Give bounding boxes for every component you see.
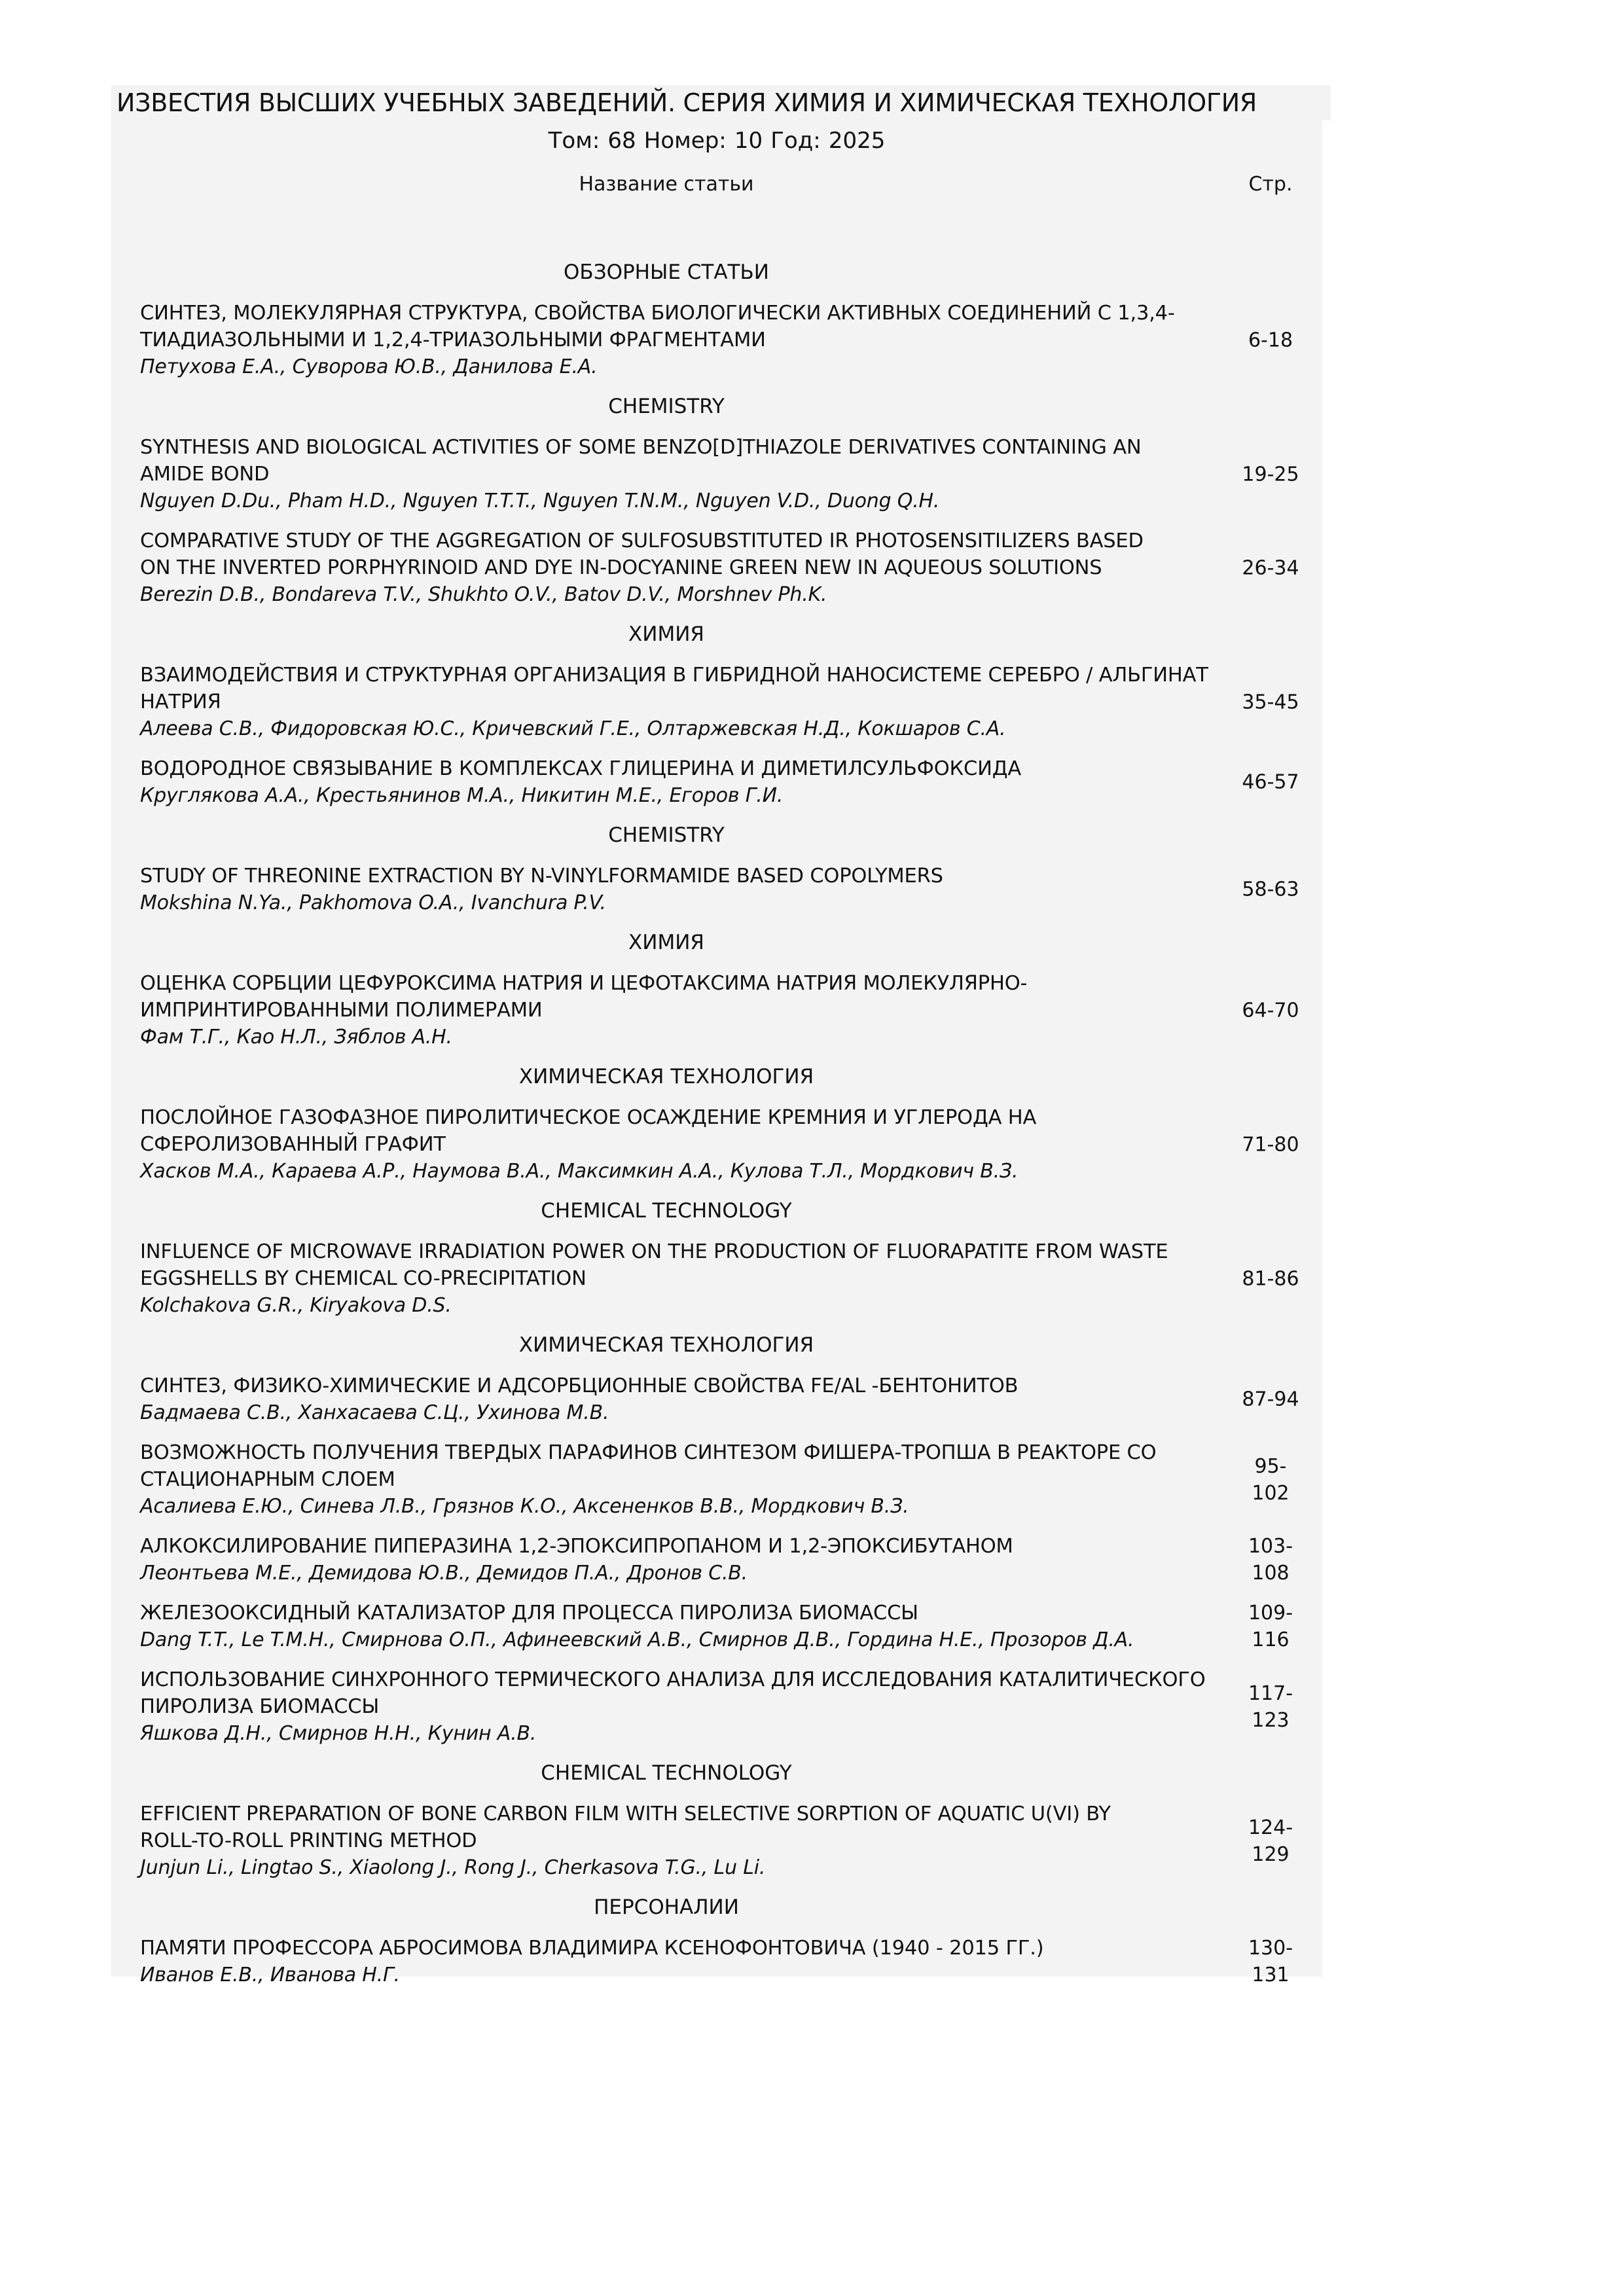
article-title-line[interactable]: ВОДОРОДНОЕ СВЯЗЫВАНИЕ В КОМПЛЕКСАХ ГЛИЦЕРИНА И ДИМЕТИЛСУЛЬФОКСИДА: [140, 757, 1022, 780]
article-pages: [1221, 876, 1320, 903]
article-pages: [1221, 1814, 1320, 1868]
article-authors: Хасков М.А., Караева А.Р., Наумова В.А., Максимкин А.А., Кулова Т.Л., Мордкович В.З.: [140, 1160, 1019, 1183]
article-pages: [1221, 1453, 1320, 1507]
page-range-line: 102: [1252, 1481, 1290, 1505]
article-authors: Berezin D.B., Bondareva T.V., Shukhto O.V., Batov D.V., Morshnev Ph.K.: [140, 583, 827, 606]
article-authors: Асалиева Е.Ю., Синева Л.В., Грязнов К.О., Аксененков В.В., Мордкович В.З.: [140, 1495, 909, 1518]
article-pages: [1221, 1680, 1320, 1734]
article-title-line[interactable]: SYNTHESIS AND BIOLOGICAL ACTIVITIES OF SOME BENZO[D]THIAZOLE DERIVATIVES CONTAINING AN: [140, 436, 1142, 459]
article-title-line[interactable]: INFLUENCE OF MICROWAVE IRRADIATION POWER ON THE PRODUCTION OF FLUORAPATITE FROM WASTE: [140, 1240, 1168, 1263]
section-heading: ОБЗОРНЫЕ СТАТЬИ: [564, 260, 769, 284]
number-label: Номер:: [643, 128, 727, 154]
entry-text: [140, 1238, 1253, 1319]
article-title-line[interactable]: AMIDE BOND: [140, 463, 270, 486]
entry-text: [140, 434, 1253, 514]
article-pages: [1221, 1600, 1320, 1653]
page-range-line: 6-18: [1248, 329, 1293, 351]
article-title-line[interactable]: ПАМЯТИ ПРОФЕССОРА АБРОСИМОВА ВЛАДИМИРА КСЕНОФОНТОВИЧА (1940 - 2015 ГГ.): [140, 1937, 1044, 1960]
page-range-line: 95-: [1254, 1454, 1287, 1478]
entry-text: [140, 755, 1253, 809]
article-authors: Петухова Е.А., Суворова Ю.В., Данилова Е.А.: [140, 355, 598, 378]
toc-entry[interactable]: [111, 1439, 1322, 1520]
page-range-line: 26-34: [1242, 556, 1299, 579]
section-heading: CHEMICAL TECHNOLOGY: [541, 1199, 792, 1223]
article-title-line[interactable]: ПИРОЛИЗА БИОМАССЫ: [140, 1695, 380, 1718]
page-range-line: 116: [1252, 1628, 1290, 1651]
page-range-line: 117-: [1248, 1681, 1293, 1705]
article-pages: [1221, 327, 1320, 353]
page-range-line: 81-86: [1242, 1267, 1299, 1290]
article-title-line[interactable]: ТИАДИАЗОЛЬНЫМИ И 1,2,4-ТРИАЗОЛЬНЫМИ ФРАГМЕНТАМИ: [140, 329, 766, 351]
article-pages: [1221, 1386, 1320, 1413]
article-title-line[interactable]: СИНТЕЗ, ФИЗИКО-ХИМИЧЕСКИЕ И АДСОРБЦИОННЫЕ СВОЙСТВА FE/AL -БЕНТОНИТОВ: [140, 1374, 1019, 1397]
section-heading: ХИМИЯ: [628, 622, 704, 646]
toc-entry[interactable]: [111, 1666, 1322, 1747]
page-range-line: 46-57: [1242, 770, 1299, 794]
article-title-line[interactable]: ПОСЛОЙНОЕ ГАЗОФАЗНОЕ ПИРОЛИТИЧЕСКОЕ ОСАЖДЕНИЕ КРЕМНИЯ И УГЛЕРОДА НА: [140, 1106, 1037, 1129]
section-heading: ХИМИЯ: [628, 931, 704, 954]
page-range-line: 58-63: [1242, 878, 1299, 901]
entry-text: [140, 1666, 1253, 1747]
article-title-line[interactable]: СИНТЕЗ, МОЛЕКУЛЯРНАЯ СТРУКТУРА, СВОЙСТВА БИОЛОГИЧЕСКИ АКТИВНЫХ СОЕДИНЕНИЙ С 1,3,4-: [140, 302, 1175, 325]
toc-panel: [111, 120, 1322, 1986]
issue-line: [111, 124, 1322, 156]
journal-title: ИЗВЕСТИЯ ВЫСШИХ УЧЕБНЫХ ЗАВЕДЕНИЙ. СЕРИЯ ХИМИЯ И ХИМИЧЕСКАЯ ТЕХНОЛОГИЯ: [117, 88, 1257, 117]
article-pages: [1221, 689, 1320, 715]
section-heading: CHEMISTRY: [608, 395, 725, 418]
entry-text: [140, 1600, 1253, 1653]
article-pages: [1221, 461, 1320, 488]
article-authors: Круглякова А.А., Крестьянинов М.А., Никитин М.Е., Егоров Г.И.: [140, 784, 784, 807]
section-heading: ПЕРСОНАЛИИ: [594, 1895, 739, 1919]
article-authors: Фам Т.Г., Као Н.Л., Зяблов А.Н.: [140, 1026, 452, 1049]
page-range-line: 103-: [1248, 1535, 1293, 1558]
article-authors: Иванов Е.В., Иванова Н.Г.: [140, 1964, 400, 1986]
article-title-line[interactable]: ОЦЕНКА СОРБЦИИ ЦЕФУРОКСИМА НАТРИЯ И ЦЕФОТАКСИМА НАТРИЯ МОЛЕКУЛЯРНО-: [140, 972, 1028, 995]
number-value: 10: [734, 128, 763, 154]
article-title-line[interactable]: ВОЗМОЖНОСТЬ ПОЛУЧЕНИЯ ТВЕРДЫХ ПАРАФИНОВ СИНТЕЗОМ ФИШЕРА-ТРОПША В РЕАКТОРЕ СО: [140, 1441, 1157, 1464]
section-heading: ХИМИЧЕСКАЯ ТЕХНОЛОГИЯ: [518, 1333, 814, 1357]
article-title-line[interactable]: ON THE INVERTED PORPHYRINOID AND DYE IN-DOCYANINE GREEN NEW IN AQUEOUS SOLUTIONS: [140, 556, 1102, 579]
page-range-line: 35-45: [1242, 691, 1299, 713]
section-heading: ХИМИЧЕСКАЯ ТЕХНОЛОГИЯ: [518, 1065, 814, 1088]
entry-text: [140, 863, 1253, 916]
toc-entry[interactable]: [111, 1600, 1322, 1653]
entry-text: [140, 528, 1253, 608]
year-label: Год:: [770, 128, 821, 154]
entry-text: [140, 970, 1253, 1051]
article-pages: [1221, 1533, 1320, 1587]
column-header-page: Стр.: [1248, 173, 1293, 196]
table-of-contents: [111, 254, 1322, 2002]
entry-text: [140, 662, 1253, 742]
page-range-line: 108: [1252, 1562, 1290, 1585]
year-value: 2025: [828, 128, 886, 154]
page-range-line: 130-: [1248, 1937, 1293, 1960]
article-title-line[interactable]: ЖЕЛЕЗООКСИДНЫЙ КАТАЛИЗАТОР ДЛЯ ПРОЦЕССА ПИРОЛИЗА БИОМАССЫ: [140, 1602, 918, 1625]
article-title-line[interactable]: COMPARATIVE STUDY OF THE AGGREGATION OF SULFOSUBSTITUTED IR PHOTOSENSITILIZERS BASED: [140, 530, 1144, 552]
entry-text: [140, 300, 1253, 380]
article-pages: [1221, 1935, 1320, 1988]
page-range-line: 71-80: [1242, 1133, 1299, 1156]
toc-entry[interactable]: [111, 300, 1322, 380]
article-pages: [1221, 1131, 1320, 1158]
toc-entry[interactable]: [111, 528, 1322, 608]
article-title-line[interactable]: STUDY OF THREONINE EXTRACTION BY N-VINYLFORMAMIDE BASED COPOLYMERS: [140, 865, 943, 888]
article-authors: Алеева С.В., Фидоровская Ю.С., Кричевский Г.Е., Олтаржевская Н.Д., Кокшаров С.А.: [140, 717, 1006, 740]
page-range-line: 19-25: [1242, 463, 1299, 486]
entry-text: [140, 1801, 1253, 1881]
toc-entry[interactable]: [111, 755, 1322, 809]
toc-entry[interactable]: [111, 1373, 1322, 1426]
page-range-line: 131: [1252, 1964, 1290, 1986]
article-authors: Mokshina N.Ya., Pakhomova O.A., Ivanchura P.V.: [140, 891, 606, 914]
page-range-line: 109-: [1248, 1602, 1293, 1625]
volume-value: 68: [607, 128, 636, 154]
entry-text: [140, 1373, 1253, 1426]
article-pages: [1221, 554, 1320, 581]
article-title-line[interactable]: ИМПРИНТИРОВАННЫМИ ПОЛИМЕРАМИ: [140, 999, 543, 1022]
article-authors: Dang T.T., Le T.M.H., Смирнова О.П., Афинеевский А.В., Смирнов Д.В., Гордина Н.Е., Прозоров Д.А.: [140, 1628, 1134, 1651]
article-authors: Бадмаева С.В., Ханхасаева С.Ц., Ухинова М.В.: [140, 1401, 609, 1424]
toc-entry[interactable]: [111, 863, 1322, 916]
toc-entry[interactable]: [111, 1801, 1322, 1881]
entry-text: [140, 1533, 1253, 1587]
toc-entry[interactable]: [111, 970, 1322, 1051]
toc-entry[interactable]: [111, 1104, 1322, 1185]
article-authors: Nguyen D.Du., Pham H.D., Nguyen T.T.T., Nguyen T.N.M., Nguyen V.D., Duong Q.H.: [140, 490, 940, 512]
article-title-line[interactable]: СТАЦИОНАРНЫМ СЛОЕМ: [140, 1468, 395, 1491]
page-range-line: 123: [1252, 1708, 1290, 1732]
section-heading: CHEMISTRY: [608, 823, 725, 847]
toc-entry[interactable]: [111, 1935, 1322, 1988]
article-title-line[interactable]: СФЕРОЛИЗОВАННЫЙ ГРАФИТ: [140, 1133, 446, 1156]
page-range-line: 64-70: [1242, 999, 1299, 1022]
volume-label: Том:: [548, 128, 600, 154]
article-pages: [1221, 769, 1320, 796]
article-pages: [1221, 1265, 1320, 1292]
article-title-line[interactable]: EGGSHELLS BY CHEMICAL CO-PRECIPITATION: [140, 1267, 586, 1290]
article-title-line[interactable]: ВЗАИМОДЕЙСТВИЯ И СТРУКТУРНАЯ ОРГАНИЗАЦИЯ В ГИБРИДНОЙ НАНОСИСТЕМЕ СЕРЕБРО / АЛЬГИНАТ: [140, 664, 1208, 687]
column-header-title: Название статьи: [579, 173, 754, 196]
page-range-line: 124-: [1248, 1816, 1293, 1839]
toc-entry[interactable]: [111, 434, 1322, 514]
article-title-line[interactable]: ROLL-TO-ROLL PRINTING METHOD: [140, 1829, 477, 1852]
article-authors: Леонтьева М.Е., Демидова Ю.В., Демидов П.А., Дронов С.В.: [140, 1562, 748, 1585]
page-range-line: 129: [1252, 1842, 1290, 1866]
page-range-line: 87-94: [1242, 1388, 1299, 1411]
article-title-line[interactable]: АЛКОКСИЛИРОВАНИЕ ПИПЕРАЗИНА 1,2-ЭПОКСИПРОПАНОМ И 1,2-ЭПОКСИБУТАНОМ: [140, 1535, 1013, 1558]
toc-entry[interactable]: [111, 662, 1322, 742]
article-authors: Яшкова Д.Н., Смирнов Н.Н., Кунин А.В.: [140, 1722, 537, 1745]
toc-entry[interactable]: [111, 1533, 1322, 1587]
section-heading: CHEMICAL TECHNOLOGY: [541, 1761, 792, 1785]
article-authors: Junjun Li., Lingtao S., Xiaolong J., Rong J., Cherkasova T.G., Lu Li.: [140, 1856, 766, 1879]
article-authors: Kolchakova G.R., Kiryakova D.S.: [140, 1294, 452, 1317]
article-title-line[interactable]: ИСПОЛЬЗОВАНИЕ СИНХРОННОГО ТЕРМИЧЕСКОГО АНАЛИЗА ДЛЯ ИССЛЕДОВАНИЯ КАТАЛИТИЧЕСКОГО: [140, 1668, 1206, 1691]
entry-text: [140, 1104, 1253, 1185]
entry-text: [140, 1439, 1253, 1520]
entry-text: [140, 1935, 1253, 1988]
article-title-line[interactable]: EFFICIENT PREPARATION OF BONE CARBON FILM WITH SELECTIVE SORPTION OF AQUATIC U(VI) BY: [140, 1803, 1111, 1825]
article-title-line[interactable]: НАТРИЯ: [140, 691, 221, 713]
toc-entry[interactable]: [111, 1238, 1322, 1319]
article-pages: [1221, 997, 1320, 1024]
